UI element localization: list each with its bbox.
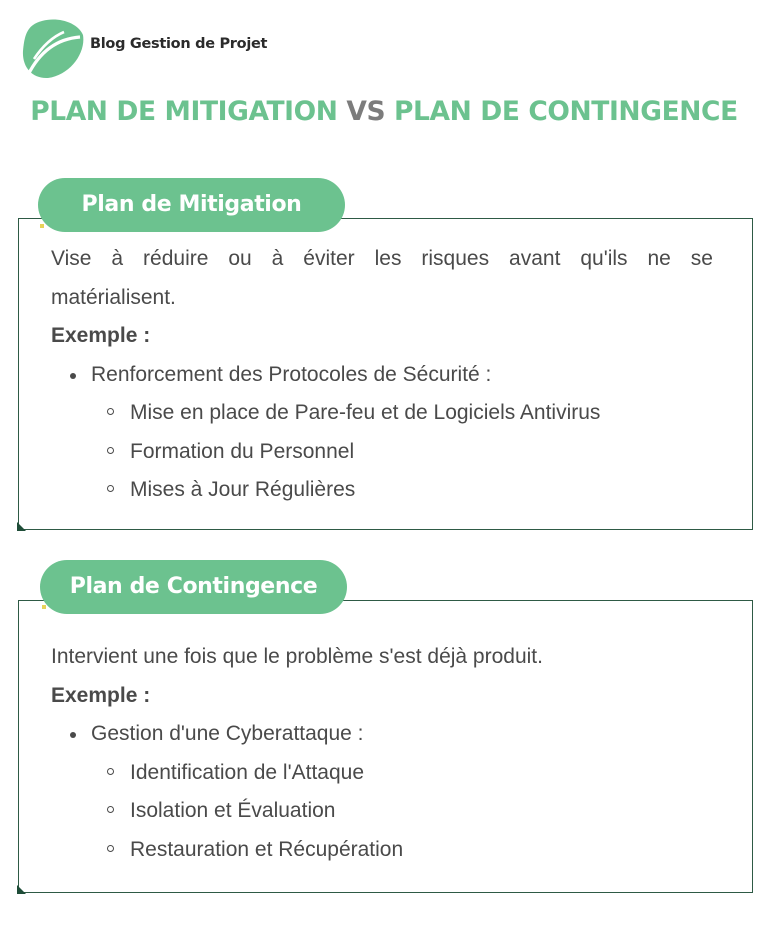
contingency-list-item: Gestion d'une Cyberattaque : xyxy=(51,715,713,754)
mitigation-content xyxy=(51,240,713,510)
contingency-heading: Plan de Contingence xyxy=(40,560,347,614)
decorative-dot xyxy=(40,224,44,228)
title-vs: VS xyxy=(346,96,386,127)
brand-name: Blog Gestion de Projet xyxy=(90,36,268,52)
contingency-subitem: Restauration et Récupération xyxy=(51,831,713,870)
mitigation-list xyxy=(51,356,713,510)
contingency-list xyxy=(51,715,713,869)
contingency-subitem: Isolation et Évaluation xyxy=(51,792,713,831)
mitigation-heading: Plan de Mitigation xyxy=(38,178,345,232)
mitigation-subitem: Mises à Jour Régulières xyxy=(51,471,713,510)
mitigation-description: Vise à réduire ou à éviter les risques avant qu'ils ne se matérialisent. xyxy=(51,247,713,309)
leaf-logo-icon xyxy=(20,17,84,79)
contingency-content xyxy=(51,638,713,869)
mitigation-subitem: Formation du Personnel xyxy=(51,433,713,472)
mitigation-example-label: Exemple : xyxy=(51,324,151,347)
mitigation-subitem: Mise en place de Pare-feu et de Logiciels Antivirus xyxy=(51,394,713,433)
page-title xyxy=(0,96,768,127)
decorative-dot xyxy=(42,605,46,609)
contingency-subitem: Identification de l'Attaque xyxy=(51,754,713,793)
mitigation-list-item: Renforcement des Protocoles de Sécurité : xyxy=(51,356,713,395)
contingency-example-label: Exemple : xyxy=(51,683,151,707)
title-contingency: PLAN DE CONTINGENCE xyxy=(394,96,738,127)
contingency-description: Intervient une fois que le problème s'est déjà produit. xyxy=(51,645,543,668)
title-mitigation: PLAN DE MITIGATION xyxy=(30,96,338,127)
